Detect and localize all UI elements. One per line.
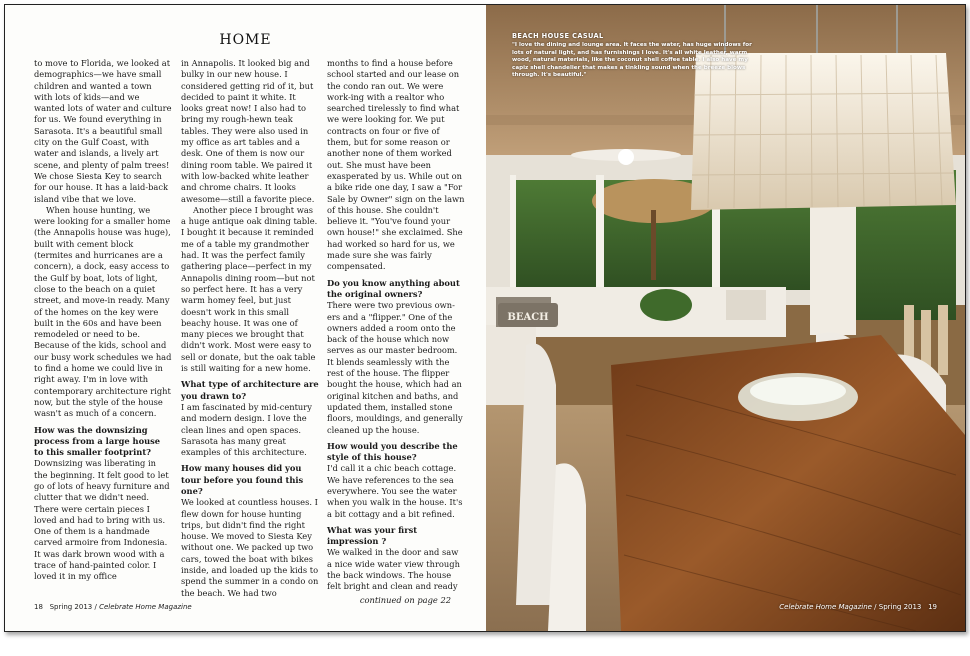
continued-note: continued on page 22 (359, 594, 451, 605)
interview-answer: I am fascinated by mid-century and modern design. I love the clean lines and open spaces. Sarasota has many great examples of this architecture. (181, 401, 312, 458)
paragraph: months to find a house before school started and our lease on the condo ran out. We were work-ing with a realtor who searched tirelessly to find what we were looking for. We put contracts on four or five of them, but for some reason or another none of them worked out. She must have been exasperated by us. While out on a bike ride one day, I saw a "For Sale by Owner" sign on the lawn of this house. She couldn't believe it. "You've found your own house!" she exclaimed. She had worked so hard for us, we made sure she was fairly compensated. (327, 58, 465, 272)
caption-quote: "I love the dining and lounge area. It faces the water, has huge windows for lots of natural light, and has furnishings I love. It's all white leather, warm wood, natural materials, like the coconut shell coffee table. I also have my capiz shell chandelier that makes a tinkling sound when the breeze blows through. It's beautiful." (512, 42, 752, 79)
right-page (486, 5, 965, 631)
magazine-name: Celebrate Home Magazine (779, 603, 872, 611)
text-column-2 (181, 58, 319, 599)
interview-question: How was the downsizing process from a large house to this smaller footprint? (34, 424, 161, 458)
dining-room-photo (486, 5, 965, 631)
left-page (5, 5, 486, 631)
caption-title: BEACH HOUSE CASUAL (512, 32, 604, 40)
section-title: HOME (219, 32, 272, 48)
paragraph: in Annapolis. It looked big and bulky in our new house. I considered getting rid of it, but decided to paint it white. It looks great now! I also had to bring my rough-hewn teak tables. They were also used in my office as art tables and a desk. One of them is now our dining room table. We paired it with low-backed white leather and chrome chairs. It looks awesome—still a favorite piece. (181, 58, 315, 204)
folio-separator: / (94, 603, 97, 611)
interview-question: How would you describe the style of this house? (327, 440, 458, 463)
photo-caption (512, 32, 752, 80)
paragraph: Another piece I brought was a huge antique oak dining table. I bought it because it reminded me of a table my grandmother had. It was the perfect family gathering place—perfect in my Annapolis dining room—but not so perfect here. It has a very warm homey feel, but just doesn't work in this small beachy house. It was one of many pieces we brought that didn't work. Most were easy to sell or donate, but the oak table is still waiting for a new home. (181, 204, 318, 374)
interview-question: What was your first impression ? (327, 524, 418, 547)
interview-answer: There were two previous own-ers and a "flipper." One of the owners added a room onto the back of the house which now serves as our master bedroom. It blends seamlessly with the rest of the house. The flipper bought the house, which had an original kitchen and baths, and updated them, installed stone floors, mouldings, and generally cleaned up the house. (327, 300, 463, 435)
pillow-text: BEACH (507, 312, 549, 323)
left-folio (34, 603, 192, 611)
right-folio (779, 603, 937, 611)
page-number: 18 (34, 603, 43, 611)
interview-answer: We looked at countless houses. I flew down for house hunting trips, but didn't find the right house. We moved to Siesta Key without one. We packed up two cars, towed the boat with bikes inside, and loaded up the kids to spend the summer in a condo on the beach. We had two (181, 497, 319, 598)
interview-question: What type of architecture are you drawn to? (181, 379, 319, 401)
magazine-spread (4, 4, 966, 632)
paragraph: When house hunting, we were looking for a smaller home (the Annapolis house was huge), built with cement block (termites and hurricanes are a concern), a dock, easy access to the Gulf by boat, lots of light, close to the beach on a quiet street, and move-in ready. Many of the homes on the key were built in the 60s and have been remodeled or need to be. Because of the kids, school and our busy work schedules we had to find a home we could live in right away. I'm in love with contemporary architecture right now, but the style of the house wasn't as much of a concern. (34, 204, 172, 419)
text-column-3 (327, 58, 465, 606)
issue-date: / Spring 2013 (874, 603, 922, 611)
text-column-1 (34, 58, 172, 583)
interview-question: How many houses did you tour before you found this one? (181, 463, 304, 496)
issue-date: Spring 2013 (49, 603, 93, 611)
interview-answer: Downsizing was liberating in the beginning. It felt good to let go of lots of heavy furniture and clutter that we didn't need. There were certain pieces I loved and had to bring with us. One of them is a handmade carved armoire from Indonesia. It was dark brown wood with a trace of hand-painted color. I loved it in my office (34, 458, 170, 582)
interview-answer: I'd call it a chic beach cottage. We have references to the sea everywhere. You see the water when you walk in the house. It's a bit cottagy and a bit refined. (327, 463, 463, 519)
paragraph: to move to Florida, we looked at demographics—we have small children and wanted a town with lots of kids—and we wanted lots of water and culture for us. We found everything in Sarasota. It's a beautiful small city on the Gulf Coast, with water and islands, a lively art scene, and plenty of palm trees! We chose Siesta Key to search for our house. It has a laid-back island vibe that we love. (34, 58, 172, 204)
interview-answer: We walked in the door and saw a nice wide water view through the back windows. The house felt bright and clean and ready (327, 547, 460, 592)
magazine-name: Celebrate Home Magazine (99, 603, 192, 611)
page-number: 19 (928, 603, 937, 611)
interview-question: Do you know anything about the original owners? (327, 277, 460, 299)
